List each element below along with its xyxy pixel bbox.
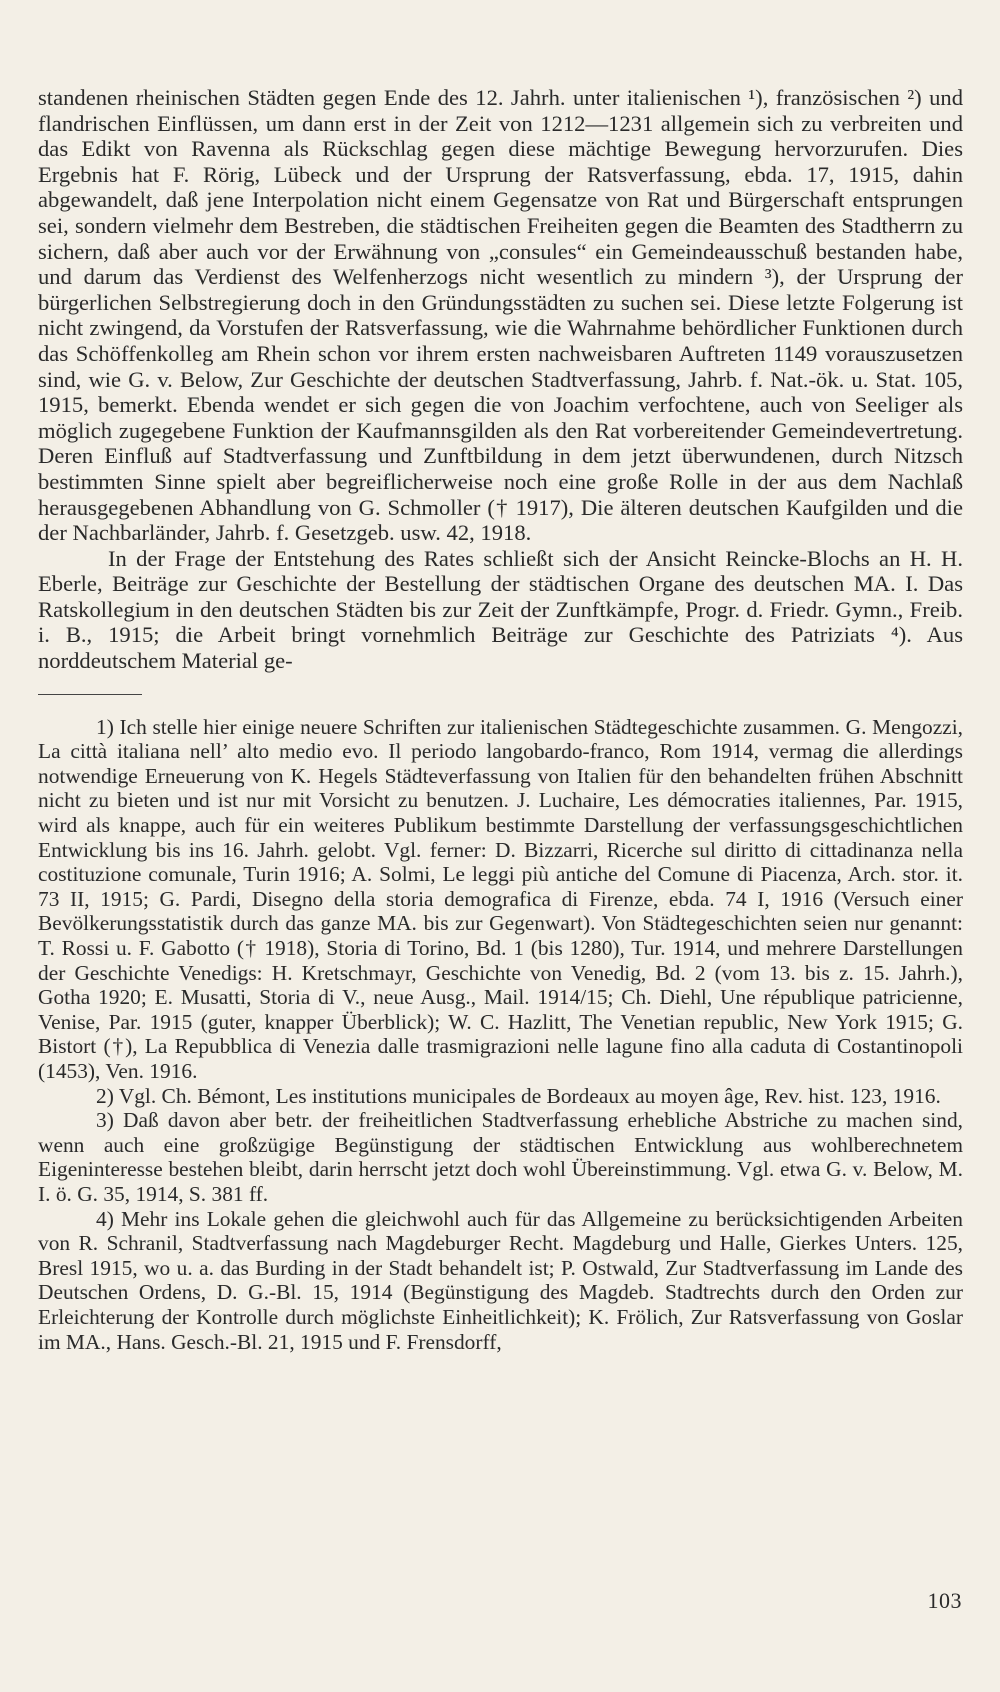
main-text xyxy=(38,85,963,674)
paragraph: standenen rheinischen Städten gegen Ende des 12. Jahrh. unter italienischen ¹), französischen ²) und flandrischen Einflüssen, um dann erst in der Zeit von 1212—1231 allgemein sich zu verbreiten und das Edikt von Ravenna als Rückschlag gegen diese mächtige Bewegung hervorzurufen. Dies Ergebnis hat F. Rörig, Lübeck und der Ursprung der Ratsverfassung, ebda. 17, 1915, dahin abgewandelt, daß jene Interpolation nicht einem Gegensatze von Rat und Bürgerschaft entsprungen sei, sondern vielmehr dem Bestreben, die städtischen Freiheiten gegen die Beamten des Stadtherrn zu sichern, daß aber auch vor der Erwähnung von „consules“ ein Gemeindeausschuß bestanden habe, und darum das Verdienst des Welfenherzogs nicht wesentlich zu mindern ³), der Ursprung der bürgerlichen Selbstregierung doch in den Gründungsstädten zu suchen sei. Diese letzte Folgerung ist nicht zwingend, da Vorstufen der Ratsverfassung, wie die Wahrnahme behördlicher Funktionen durch das Schöffenkolleg am Rhein schon vor ihrem ersten nachweisbaren Auftreten 1149 vorauszusetzen sind, wie G. v. Below, Zur Geschichte der deutschen Stadtverfassung, Jahrb. f. Nat.-ök. u. Stat. 105, 1915, bemerkt. Ebenda wendet er sich gegen die von Joachim verfochtene, auch von Seeliger als möglich zugegebene Funktion der Kaufmannsgilden als den Rat vorbereitender Gemeindevertretung. Deren Einfluß auf Stadtverfassung und Zunftbildung in dem jetzt überwundenen, durch Nitzsch bestimmten Sinne spielt aber begreiflicherweise noch eine große Rolle in der aus dem Nachlaß herausgegebenen Abhandlung von G. Schmoller († 1917), Die älteren deutschen Kaufgilden und die der Nachbarländer, Jahrb. f. Gesetzgeb. usw. 42, 1918. xyxy=(38,85,963,546)
footnote-separator xyxy=(38,694,142,695)
footnote-1: 1) Ich stelle hier einige neuere Schriften zur italienischen Städtegeschichte zusammen. G. Mengozzi, La città italiana nell’ alto medio evo. Il periodo langobardo-franco, Rom 1914, vermag die allerdings notwendige Erneuerung von K. Hegels Städteverfassung von Italien für den behandelten frühen Abschnitt nicht zu bieten und ist nur mit Vorsicht zu benutzen. J. Luchaire, Les démocraties italiennes, Par. 1915, wird als knappe, auch für ein weiteres Publikum bestimmte Darstellung der verfassungsgeschichtlichen Entwicklung bis ins 16. Jahrh. gelobt. Vgl. ferner: D. Bizzarri, Ricerche sul diritto di cittadinanza nella costituzione comunale, Turin 1916; A. Solmi, Le leggi più antiche del Comune di Piacenza, Arch. stor. it. 73 II, 1915; G. Pardi, Disegno della storia demografica di Firenze, ebda. 74 I, 1916 (Versuch einer Bevölkerungsstatistik durch das ganze MA. bis zur Gegenwart). Von Städtegeschichten seien nur genannt: T. Rossi u. F. Gabotto († 1918), Storia di Torino, Bd. 1 (bis 1280), Tur. 1914, und mehrere Darstellungen der Geschichte Venedigs: H. Kretschmayr, Geschichte von Venedig, Bd. 2 (vom 13. bis z. 15. Jahrh.), Gotha 1920; E. Musatti, Storia di V., neue Ausg., Mail. 1914/15; Ch. Diehl, Une république patricienne, Venise, Par. 1915 (guter, knapper Überblick); W. C. Hazlitt, The Venetian republic, New York 1915; G. Bistort (†), La Repubblica di Venezia dalle trasmigrazioni nelle lagune fino alla caduta di Costantinopoli (1453), Ven. 1916. xyxy=(38,714,963,1083)
footnote-2: 2) Vgl. Ch. Bémont, Les institutions municipales de Bordeaux au moyen âge, Rev. hist. 123, 1916. xyxy=(96,1083,941,1108)
paragraph: In der Frage der Entstehung des Rates schließt sich der Ansicht Reincke-Blochs an H. H. Eberle, Beiträge zur Geschichte der Bestellung der städtischen Organe des deutschen MA. I. Das Ratskollegium in den deutschen Städten bis zur Zeit der Zunftkämpfe, Progr. d. Friedr. Gymn., Freib. i. B., 1915; die Arbeit bringt vornehmlich Beiträge zur Geschichte des Patriziats ⁴). Aus norddeutschem Material ge- xyxy=(38,545,963,674)
footnotes xyxy=(38,715,963,1354)
page-number: 103 xyxy=(927,1588,962,1613)
book-page xyxy=(38,85,963,1354)
footnote-4: 4) Mehr ins Lokale gehen die gleichwohl auch für das Allgemeine zu berücksichtigenden Arbeiten von R. Schranil, Stadtverfassung nach Magdeburger Recht. Magdeburg und Halle, Gierkes Unters. 125, Bresl 1915, wo u. a. das Burding in der Stadt behandelt ist; P. Ostwald, Zur Stadtverfassung im Lande des Deutschen Ordens, D. G.-Bl. 15, 1914 (Begünstigung des Magdeb. Stadtrechts durch den Orden zur Erleichterung der Kontrolle durch möglichste Einheitlichkeit); K. Frölich, Zur Ratsverfassung von Goslar im MA., Hans. Gesch.-Bl. 21, 1915 und F. Frensdorff, xyxy=(38,1206,963,1354)
footnote-3: 3) Daß davon aber betr. der freiheitlichen Stadtverfassung erhebliche Abstriche zu machen sind, wenn auch eine großzügige Begünstigung der städtischen Entwicklung aus wohlberechnetem Eigeninteresse bestehen bleibt, darin herrscht jetzt doch wohl Übereinstimmung. Vgl. etwa G. v. Below, M. I. ö. G. 35, 1914, S. 381 ff. xyxy=(38,1108,963,1206)
